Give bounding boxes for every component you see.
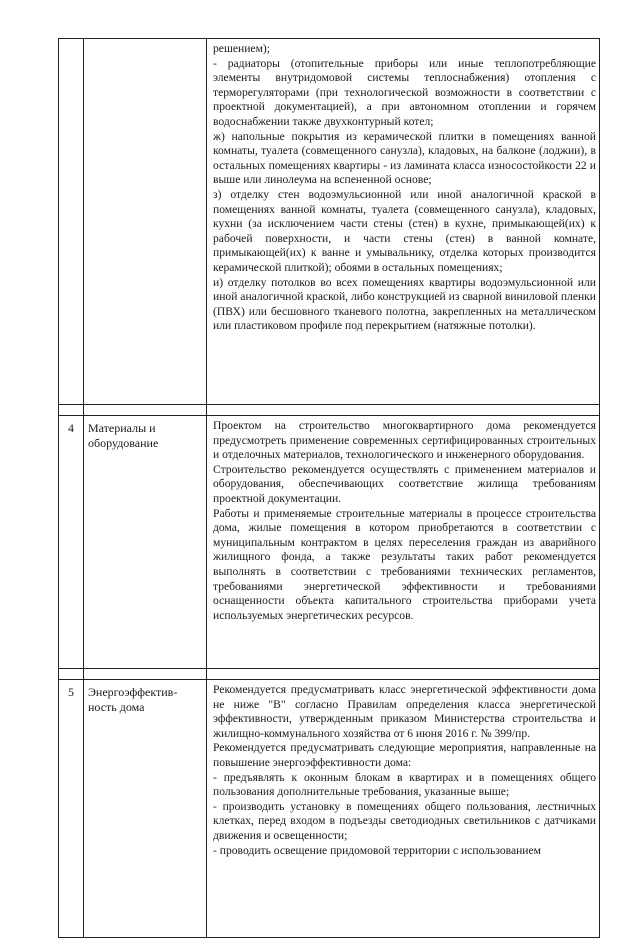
row-content: [207, 416, 600, 669]
row-content: [207, 39, 600, 405]
row-gap: [59, 405, 600, 416]
paragraph: решением);: [213, 42, 270, 55]
row-number: 4: [59, 416, 84, 669]
row-number: [59, 39, 84, 405]
row-title: [84, 39, 207, 405]
paragraph: Рекомендуется предусматривать класс энергетической эффективности дома не ниже "В" согласно Правилам определения класса энергетической эффективности, утвержденным приказом Министерства строительства и жилищно-коммунального хозяйства от 6 июня 2016 г. № 399/пр.: [213, 683, 596, 740]
paragraph: - производить установку в помещениях общего пользования, лестничных клетках, перед входом в подъезды светодиодных светильников с датчиками движения и освещенности;: [213, 799, 596, 842]
paragraph: - предъявлять к оконным блокам в квартирах и в помещениях общего пользования дополнительные требования, указанные выше;: [213, 770, 596, 799]
row-number: 5: [59, 680, 84, 938]
paragraph: Рекомендуется предусматривать следующие мероприятия, направленные на повышение энергоэффективности дома:: [213, 741, 596, 769]
paragraph: ж) напольные покрытия из керамической плитки в помещениях ванной комнаты, туалета (совмещенного санузла), кладовых, на балконе (лоджии), в остальных помещениях квартиры - из ламината класса износостойкости 22 и выше или линолеума на вспененной основе;: [213, 129, 596, 187]
requirements-table: [58, 38, 600, 938]
paragraph: Проектом на строительство многоквартирного дома рекомендуется предусмотреть применение современных сертифицированных строительных и отделочных материалов, технологического и инженерного оборудования.: [213, 419, 596, 462]
row-title: Материалы и оборудование: [84, 416, 207, 669]
row-content: [207, 680, 600, 938]
paragraph: Строительство рекомендуется осуществлять с применением материалов и оборудования, обеспечивающих соответствие жилища требованиям проектной документации.: [213, 462, 596, 505]
paragraph: - радиаторы (отопительные приборы или иные теплопотребляющие элементы внутридомовой системы теплоснабжения) отопления с терморегуляторами (при технологической возможности в соответствии с проектной документацией), а при автономном отоплении и горячем водоснабжении также двухконтурный котел;: [213, 56, 596, 128]
table-row: [59, 416, 600, 669]
paragraph: з) отделку стен водоэмульсионной или иной аналогичной краской в помещениях ванной комнаты, туалета (совмещенного санузла), кладовых, кухни (за исключением части стены (стен) в кухне, примыкающей(их) к рабочей поверхности, и части стены (стен) в ванной комнате, примыкающей(их) к ванне и умывальнику, отделка которых производится керамической плиткой); обоями в остальных помещениях;: [213, 187, 596, 274]
table-row: [59, 39, 600, 405]
table-row: [59, 680, 600, 938]
paragraph: Работы и применяемые строительные материалы в процессе строительства дома, жилые помещения в котором приобретаются в соответствии с муниципальным контрактом в целях переселения граждан из аварийного жилищного фонда, а также результаты таких работ рекомендуется выполнять в соответствии с требованиями технических регламентов, требованиями энергетической эффективности и требованиями оснащенности объекта капитального строительства приборами учета используемых энергетических ресурсов.: [213, 506, 596, 622]
row-gap: [59, 669, 600, 680]
row-title: Энергоэффектив-ность дома: [84, 680, 207, 938]
paragraph: и) отделку потолков во всех помещениях квартиры водоэмульсионной или иной аналогичной краской, либо конструкцией из сварной виниловой пленки (ПВХ) или бесшовного тканевого полотна, закрепленных на металлическом или пластиковом профиле под перекрытием (натяжные потолки).: [213, 275, 597, 333]
paragraph: - проводить освещение придомовой территории с использованием: [213, 843, 541, 857]
